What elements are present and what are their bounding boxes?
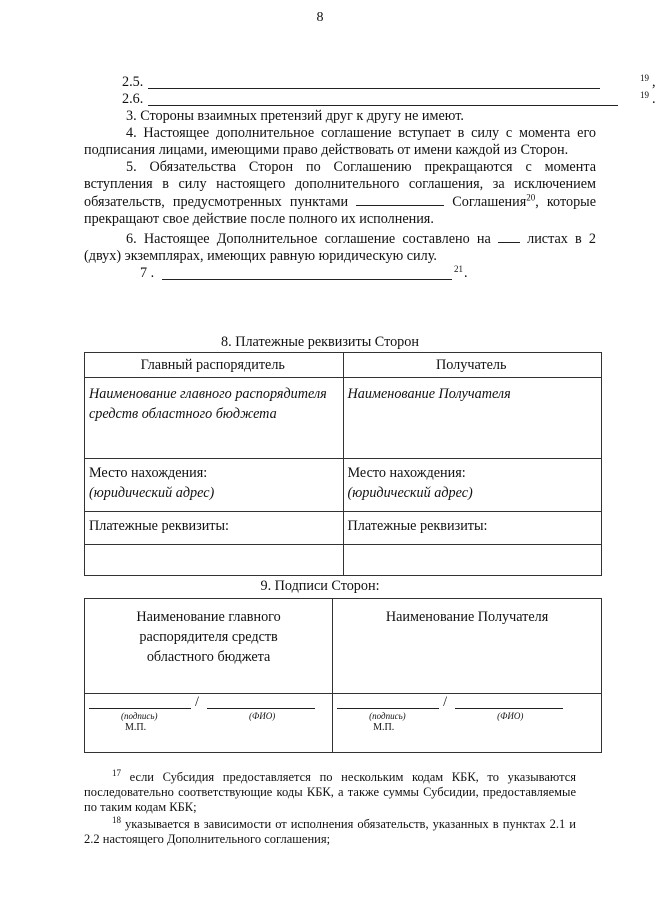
chief-administrator-requisites-label: Платежные реквизиты: — [85, 512, 344, 545]
footnote-number: 18 — [112, 814, 121, 825]
item-5 — [84, 159, 596, 228]
signature-slash: / — [195, 694, 199, 710]
item-2-5-number: 2.5. — [122, 74, 144, 90]
fio-caption: (ФИО) — [249, 711, 276, 721]
footnote-text: если Субсидия предоставляется по нескольким кодам КБК, то указываются последовательно соответствующие коды КБК, а также суммы Субсидии, предоставляемые по таким кодам КБК; — [84, 770, 577, 814]
location-label: Место нахождения: — [89, 465, 208, 481]
item-2-5-blank — [148, 74, 600, 89]
fio-caption: (ФИО) — [497, 711, 524, 721]
signature-section-title: 9. Подписи Сторон: — [260, 578, 380, 594]
footnote-17 — [84, 767, 577, 815]
table-row — [85, 694, 602, 753]
table-row — [85, 459, 602, 512]
recipient-name: Наименование Получателя — [343, 378, 602, 459]
item-2-6-number: 2.6. — [122, 91, 144, 107]
item-5-text-c: , которые прекращают свое действие после полного их исполнения. — [84, 194, 596, 227]
item-7 — [84, 265, 596, 282]
location-hint: (юридический адрес) — [89, 485, 215, 501]
signature-slash: / — [443, 694, 448, 710]
recipient-requisites-value — [343, 545, 602, 576]
item-2-6-blank — [148, 91, 618, 106]
payment-section-title: 8. Платежные реквизиты Сторон — [221, 334, 419, 350]
stamp-place: М.П. — [125, 722, 147, 733]
page-number: 8 — [316, 10, 324, 25]
item-2-5 — [84, 73, 656, 91]
recipient-signature-lines — [333, 694, 602, 753]
footnote-ref-20: 20 — [526, 192, 536, 203]
signature-line — [89, 708, 191, 709]
item-3: 3. Стороны взаимных претензий друг к другу не имеют. — [126, 108, 464, 124]
payment-requisites-table — [84, 352, 602, 576]
header-recipient: Получатель — [343, 353, 602, 378]
item-5-text-b: Соглашения — [452, 194, 527, 210]
stamp-place: М.П. — [373, 722, 395, 733]
location-hint: (юридический адрес) — [347, 485, 473, 501]
item-2-5-comma: , — [652, 74, 656, 90]
table-row — [85, 545, 602, 576]
item-7-blank — [162, 265, 452, 280]
recipient-requisites-label: Платежные реквизиты: — [343, 512, 602, 545]
signatures-table — [84, 598, 602, 753]
chief-administrator-location — [85, 459, 344, 512]
footnote-text: указывается в зависимости от исполнения обязательств, указанных в пунктах 2.1 и 2.2 настоящего Дополнительного соглашения; — [84, 817, 576, 846]
footnote-ref-19a: 19 — [640, 73, 649, 83]
item-6-text-a: 6. Настоящее Дополнительное соглашение составлено на — [126, 231, 491, 247]
signature-caption: (подпись) — [121, 711, 158, 721]
item-2-6 — [84, 90, 656, 108]
table-row — [85, 378, 602, 459]
footnote-ref-19b: 19 — [640, 90, 649, 100]
agreement-body — [84, 73, 656, 282]
table-row — [85, 512, 602, 545]
footnotes — [84, 767, 577, 849]
signature-block — [337, 694, 601, 752]
item-6-text-b: листах в 2 (двух) экземплярах, имеющих равную юридическую силу. — [84, 231, 597, 264]
item-5-blank — [356, 193, 444, 206]
fio-line — [207, 708, 315, 709]
footnote-ref-21: 21 — [454, 264, 463, 274]
item-5-text-a: 5. Обязательства Сторон по Соглашению прекращаются с момента вступления в силу настоящего дополнительного соглашения, за исключением обязательств, предусмотренных пунктами — [84, 159, 596, 210]
chief-administrator-signature-lines — [85, 694, 333, 753]
signature-line — [337, 708, 439, 709]
chief-administrator-name: Наименование главного распорядителя средств областного бюджета — [85, 378, 344, 459]
item-4: 4. Настоящее дополнительное соглашение вступает в силу с момента его подписания лицами, имеющими право действовать от имени каждой из Сторон. — [84, 125, 596, 158]
item-7-period: . — [464, 265, 468, 281]
header-chief-administrator: Главный распорядитель — [85, 353, 344, 378]
item-2-6-period: . — [652, 91, 656, 107]
recipient-name: Наименование Получателя — [385, 609, 549, 625]
table-row — [85, 353, 602, 378]
footnote-number: 17 — [112, 767, 121, 778]
location-label: Место нахождения: — [347, 465, 466, 481]
item-6 — [84, 230, 596, 265]
item-6-blank — [498, 230, 520, 243]
signature-block — [89, 694, 332, 752]
fio-line — [455, 708, 563, 709]
chief-administrator-requisites-value — [85, 545, 344, 576]
table-row — [85, 599, 602, 694]
item-7-number: 7 . — [140, 265, 155, 281]
recipient-location — [343, 459, 602, 512]
footnote-18 — [84, 814, 576, 847]
signature-caption: (подпись) — [369, 711, 406, 721]
chief-administrator-name: Наименование главного распорядителя средств областного бюджета — [136, 609, 281, 665]
chief-administrator-signature-cell — [85, 599, 333, 694]
recipient-signature-cell — [333, 599, 602, 694]
